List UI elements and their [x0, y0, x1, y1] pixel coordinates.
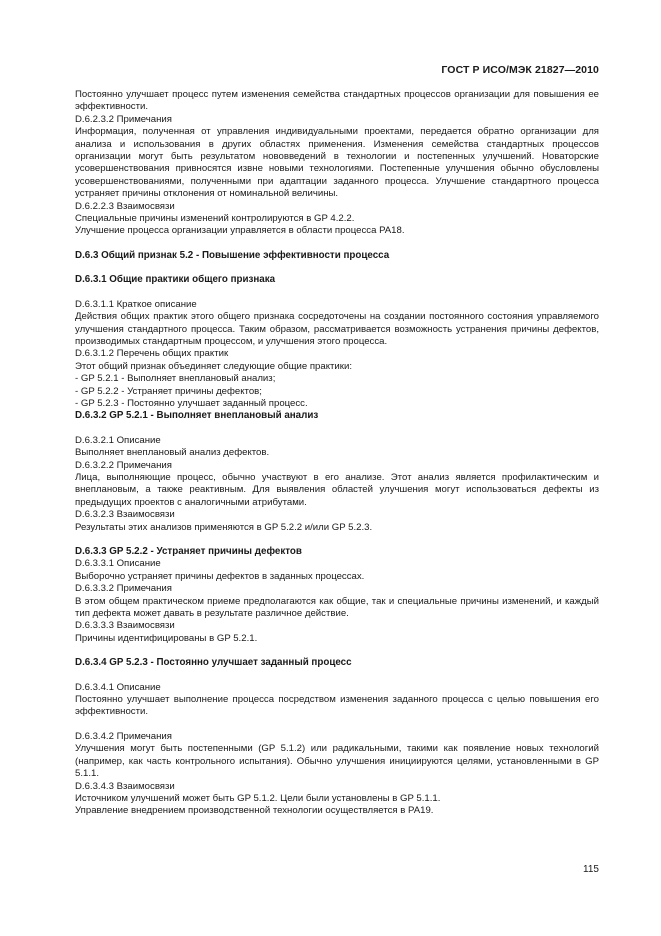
subsection-label: D.6.3.3.2 Примечания: [75, 583, 172, 595]
subsection-label: D.6.3.1.2 Перечень общих практик: [75, 348, 229, 360]
paragraph: Результаты этих анализов применяются в GP 5.2.2 и/или GP 5.2.3.: [75, 521, 373, 533]
paragraph: Выборочно устраняет причины дефектов в заданных процессах.: [75, 570, 365, 582]
document-body: [75, 89, 599, 818]
subsection-label: D.6.3.2.1 Описание: [75, 434, 161, 446]
paragraph: В этом общем практическом приеме предполагаются как общие, так и специальные причины изменений, и каждый тип дефекта может давать в результате различное действие.: [75, 595, 599, 620]
section-heading: D.6.3 Общий признак 5.2 - Повышение эффективности процесса: [75, 249, 390, 261]
paragraph: Постоянно улучшает выполнение процесса посредством изменения заданного процесса с целью повышения его эффективности.: [75, 694, 599, 718]
page-header: ГОСТ Р ИСО/МЭК 21827—2010: [441, 64, 599, 76]
paragraph: Улучшения могут быть постепенными (GP 5.1.2) или радикальными, такими как появление новых технологий (например, как часть контрольного испытания). Обычно улучшения инициируются целями, установленными в GP 5.1.1.: [75, 743, 599, 780]
subsection-label: D.6.2.2.3 Взаимосвязи: [75, 200, 175, 212]
paragraph: Информация, полученная от управления индивидуальными проектами, передается обратно организации для анализа и использования в других областях применения. Изменения семейства стандартных процессов организации могут быть результатом нововведений в технологии и постепенных улучшений. Новаторские усовершенствования привносятся извне новыми технологиями. Постепенные улучшения обычно обусловлены усовершенствованиями, полученными при адаптации заданного процесса. Улучшение стандартного процесса устраняет причины отклонения от номинальной величины.: [75, 126, 599, 200]
paragraph: Постоянно улучшает процесс путем изменения семейства стандартных процессов организации для повышения ее эффективности.: [75, 89, 599, 113]
paragraph: Управление внедрением производственной технологии осуществляется в PA19.: [75, 805, 434, 817]
subsection-label: D.6.3.2.2 Примечания: [75, 459, 172, 471]
subsection-label: D.6.3.4.3 Взаимосвязи: [75, 780, 175, 792]
section-heading: D.6.3.3 GP 5.2.2 - Устраняет причины дефектов: [75, 546, 302, 557]
list-item: - GP 5.2.2 - Устраняет причины дефектов;: [75, 385, 262, 397]
paragraph: Источником улучшений может быть GP 5.1.2. Цели были установлены в GP 5.1.1.: [75, 792, 441, 804]
subsection-label: D.6.2.3.2 Примечания: [75, 113, 172, 125]
list-item: - GP 5.2.3 - Постоянно улучшает заданный процесс.: [75, 397, 308, 409]
paragraph: Улучшение процесса организации управляется в области процесса PA18.: [75, 225, 405, 237]
subsection-label: D.6.3.1.1 Краткое описание: [75, 298, 197, 310]
subsection-label: D.6.3.4.1 Описание: [75, 681, 161, 693]
list-item: - GP 5.2.1 - Выполняет внеплановый анализ;: [75, 373, 276, 385]
subsection-label: D.6.3.3.1 Описание: [75, 558, 161, 570]
section-heading: D.6.3.2 GP 5.2.1 - Выполняет внеплановый анализ: [75, 410, 319, 422]
subsection-label: D.6.3.4.2 Примечания: [75, 730, 172, 742]
subsection-label: D.6.3.2.3 Взаимосвязи: [75, 509, 175, 521]
page-number: 115: [583, 864, 599, 875]
paragraph: Специальные причины изменений контролируются в GP 4.2.2.: [75, 213, 355, 225]
paragraph: Выполняет внеплановый анализ дефектов.: [75, 447, 270, 459]
paragraph: Лица, выполняющие процесс, обычно участвуют в его анализе. Этот анализ является профилактическим и внеплановым, а также реактивным. Для выявления областей улучшения могут использоваться дефекты из предыдущих проектов с аналогичными атрибутами.: [75, 471, 599, 508]
paragraph: Причины идентифицированы в GP 5.2.1.: [75, 632, 258, 644]
section-heading: D.6.3.1 Общие практики общего признака: [75, 274, 276, 286]
subsection-label: D.6.3.3.3 Взаимосвязи: [75, 620, 175, 632]
section-heading: D.6.3.4 GP 5.2.3 - Постоянно улучшает заданный процесс: [75, 657, 352, 669]
paragraph: Этот общий признак объединяет следующие общие практики:: [75, 360, 353, 372]
paragraph: Действия общих практик этого общего признака сосредоточены на создании постоянного состояния управляемого улучшения стандартного процесса. Таким образом, рассматривается возможность устранения причины дефектов, производимых стандартным процессом, и улучшения этого процесса.: [75, 311, 599, 347]
